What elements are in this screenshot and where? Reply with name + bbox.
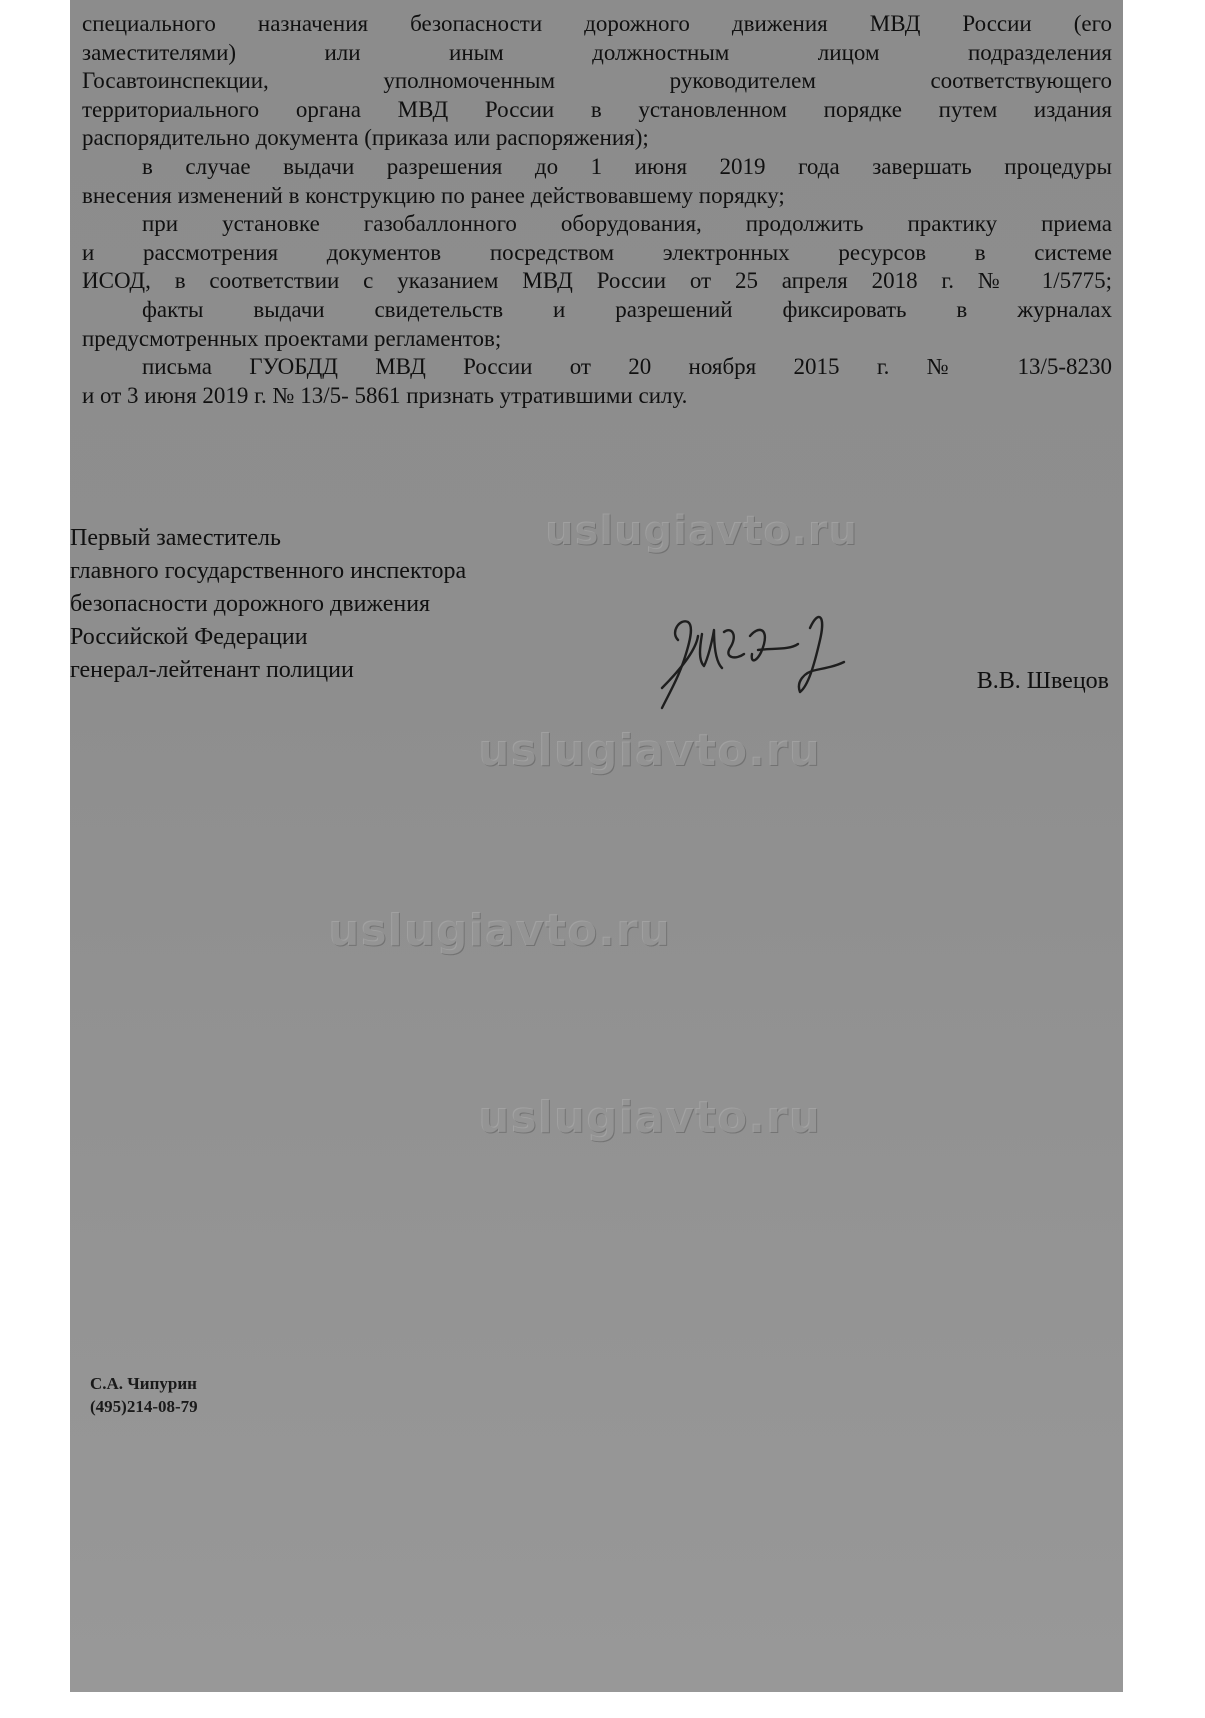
body-line: письма ГУОБДД МВД России от 20 ноября 2015 г. № 13/5-8230: [142, 354, 1112, 380]
body-line: в случае выдачи разрешения до 1 июня 2019 года завершать процедуры: [142, 153, 1112, 179]
body-line: распорядительно документа (приказа или распоряжения);: [82, 125, 649, 151]
body-line: и от 3 июня 2019 г. № 13/5- 5861 признать утратившими силу.: [82, 382, 688, 408]
body-line: ИСОД, в соответствии с указанием МВД России от 25 апреля 2018 г. № 1/5775;: [82, 268, 1112, 294]
signatory-title-line: главного государственного инспектора: [70, 558, 467, 584]
signatory-title: [70, 522, 466, 687]
signatory-name: В.В. Швецов: [976, 668, 1109, 694]
body-line: внесения изменений в конструкцию по ранее действовавшему порядку;: [82, 182, 785, 208]
signatory-title-line: Первый заместитель: [70, 525, 281, 551]
body-line: при установке газобаллонного оборудования, продолжить практику приема: [142, 211, 1112, 237]
watermark-text: uslugiavto.ru: [545, 508, 858, 554]
executor-name: С.А. Чипурин: [90, 1374, 197, 1393]
body-line: Госавтоинспекции, уполномоченным руководителем соответствующего: [82, 68, 1112, 94]
watermark-text: uslugiavto.ru: [328, 905, 671, 956]
signatory-title-line: безопасности дорожного движения: [70, 591, 431, 617]
watermark-text: uslugiavto.ru: [478, 1092, 821, 1143]
body-line: предусмотренных проектами регламентов;: [82, 325, 502, 351]
document-page: [70, 0, 1123, 1692]
body-line: территориального органа МВД России в установленном порядке путем издания: [82, 96, 1112, 122]
signatory-title-line: генерал-лейтенант полиции: [70, 657, 354, 683]
signatory-title-line: Российской Федерации: [70, 624, 308, 650]
document-body: [82, 10, 1112, 410]
handwritten-signature-icon: [640, 570, 860, 720]
body-line: заместителями) или иным должностным лицом подразделения: [82, 39, 1112, 65]
body-line: специального назначения безопасности дорожного движения МВД России (его: [82, 11, 1112, 36]
executor-phone: (495)214-08-79: [90, 1397, 198, 1416]
executor-info: [90, 1372, 198, 1418]
body-line: факты выдачи свидетельств и разрешений фиксировать в журналах: [142, 296, 1112, 322]
body-line: и рассмотрения документов посредством электронных ресурсов в системе: [82, 239, 1112, 265]
watermark-text: uslugiavto.ru: [478, 725, 821, 776]
